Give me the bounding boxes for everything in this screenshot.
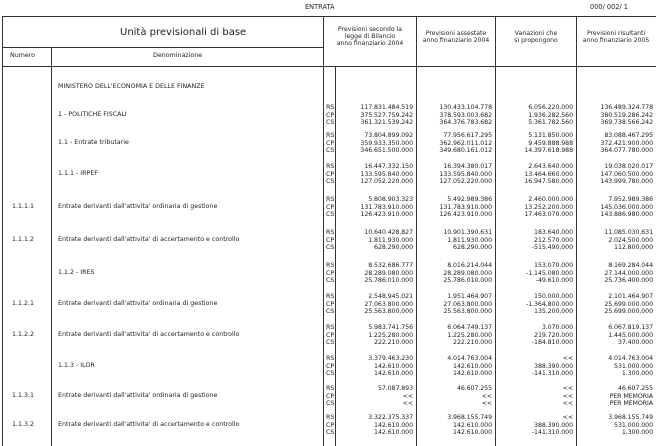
row-value-c1: 131.783.910.000	[360, 203, 413, 211]
row-code: CS	[326, 244, 335, 252]
row-value-c1: 2.548.945.021	[368, 293, 413, 300]
row-value-c1: <<	[402, 400, 413, 408]
row-value-c2: 3.968.155.749	[447, 414, 492, 421]
row-value-c3: <<	[562, 385, 573, 392]
row-code: CS	[326, 339, 335, 347]
row-value-c2: 142.610.000	[453, 370, 492, 378]
row-code: CP	[326, 236, 335, 244]
row-value-c4: 112.800.000	[614, 244, 653, 252]
row-value-c4: 37.400.000	[617, 339, 653, 347]
row-code: CS	[326, 178, 335, 186]
row-value-c1: 3.322.375.337	[368, 414, 413, 421]
row-value-c3: 388.390.000	[534, 421, 573, 429]
row-value-c4: 8.169.284.044	[608, 262, 653, 269]
row-value-c2: 222.210.000	[453, 339, 492, 347]
row-value-c2: 77.956.617.295	[443, 132, 492, 139]
row-value-c3: 150.000.000	[534, 293, 573, 300]
row-value-c1: 133.595.840.000	[360, 170, 413, 178]
row-denominazione: 1.1.2 - IRES	[58, 269, 95, 277]
row-value-c1: 375.527.759.242	[360, 111, 413, 119]
row-denominazione: Entrate derivanti dall'attivita' ordinaria di gestione	[58, 392, 218, 400]
row-value-c3: -141.310.000	[531, 370, 573, 378]
row-value-c2: 5.492.989.386	[447, 196, 492, 203]
row-code: CS	[326, 147, 335, 155]
row-value-c4: 531.000.000	[614, 421, 653, 429]
row-value-c1: <<	[402, 392, 413, 400]
row-value-c3: 9.459.888.988	[528, 139, 573, 147]
row-numero: 1.1.3.2	[12, 421, 35, 429]
row-denominazione: Entrate derivanti dall'attivita' di accertamento e controllo	[58, 421, 240, 429]
row-value-c1: 346.651.500.000	[360, 147, 413, 155]
row-value-c4: 1.445.000.000	[608, 331, 653, 339]
row-value-c4: 2.101.464.907	[608, 293, 653, 300]
row-value-c4: 3.968.155.749	[608, 414, 653, 421]
row-value-c4: 4.014.763.004	[608, 355, 653, 362]
row-value-c2: 46.607.255	[456, 385, 492, 392]
col1-divider	[416, 16, 417, 446]
row-value-c4: 364.077.780.000	[600, 147, 653, 155]
numero-column-divider	[51, 47, 52, 446]
row-numero: 1.1.2.1	[12, 300, 35, 308]
row-denominazione: 1.1.3 - ILOR	[58, 362, 95, 370]
col2-divider	[495, 16, 496, 446]
row-value-c2: 142.610.000	[453, 362, 492, 370]
row-value-c1: 222.210.000	[374, 339, 413, 347]
row-value-c3: 212.570.000	[534, 236, 573, 244]
row-value-c3: -1.145.080.000	[526, 269, 573, 277]
row-value-c4: 27.144.000.000	[604, 269, 653, 277]
row-value-c1: 628.290.000	[374, 244, 413, 252]
row-value-c2: <<	[481, 400, 492, 408]
row-value-c3: 6.056.220.000	[528, 104, 573, 111]
row-value-c3: 14.397.618.988	[524, 147, 573, 155]
row-value-c4: 147.060.500.000	[600, 170, 653, 178]
row-code: CP	[326, 362, 335, 370]
row-code: CS	[326, 370, 335, 378]
row-value-c1: 1.225.280.000	[368, 331, 413, 339]
row-numero: 1.1.2.2	[12, 331, 35, 339]
row-denominazione: 1 - POLITICHE FISCALI	[58, 111, 127, 119]
row-code: CS	[326, 211, 335, 219]
row-code: CP	[326, 392, 335, 400]
denominazione-column-divider	[323, 16, 324, 446]
row-value-c4: 83.088.467.295	[604, 132, 653, 139]
row-value-c2: 27.063.800.000	[443, 300, 492, 308]
row-value-c4: PER MEMORIA	[609, 400, 653, 408]
row-code: CP	[326, 269, 335, 277]
row-value-c2: 25.563.800.000	[443, 308, 492, 316]
row-value-c3: -184.810.000	[531, 339, 573, 347]
col2-header: Previsioni assestate anno finanziario 2004	[422, 30, 490, 45]
row-value-c4: 136.489.324.778	[600, 104, 653, 111]
row-value-c2: 4.014.763.004	[447, 355, 492, 362]
row-value-c3: 388.390.000	[534, 362, 573, 370]
row-value-c3: 1.936.282.560	[528, 111, 573, 119]
row-value-c2: 362.962.011.012	[439, 139, 492, 147]
row-value-c1: 28.289.080.000	[364, 269, 413, 277]
row-value-c3: <<	[562, 414, 573, 421]
row-code: CP	[326, 203, 335, 211]
row-code: CP	[326, 331, 335, 339]
row-value-c4: 143.999.780.000	[600, 178, 653, 186]
row-code: RS	[326, 385, 335, 392]
row-value-c1: 5.983.741.756	[368, 324, 413, 331]
row-value-c2: 10.901.390.631	[443, 229, 492, 236]
row-value-c1: 127.052.220.000	[360, 178, 413, 186]
row-value-c2: <<	[481, 392, 492, 400]
row-value-c1: 8.532.686.777	[368, 262, 413, 269]
row-numero: 1.1.3.1	[12, 392, 35, 400]
row-denominazione: 1.1.1 - IRPEF	[58, 170, 98, 178]
row-value-c1: 142.610.000	[374, 370, 413, 378]
row-denominazione: 1.1 - Entrate tributarie	[58, 139, 129, 147]
unita-header: Unità previsionali di base	[120, 27, 247, 38]
col3-divider	[576, 16, 577, 446]
row-value-c2: 142.610.000	[453, 429, 492, 437]
row-code: RS	[326, 132, 335, 139]
row-value-c4: 2.024.500.000	[608, 236, 653, 244]
row-code: CP	[326, 111, 335, 119]
row-value-c1: 27.063.800.000	[364, 300, 413, 308]
row-code: CP	[326, 139, 335, 147]
ministry-heading: MINISTERO DELL'ECONOMIA E DELLE FINANZE	[58, 83, 205, 90]
row-value-c4: 25.736.400.000	[604, 277, 653, 285]
row-value-c3: 13.252.200.000	[524, 203, 573, 211]
row-value-c2: 1.811.930.000	[447, 236, 492, 244]
row-value-c2: 131.783.910.000	[439, 203, 492, 211]
code-column-divider	[335, 66, 336, 446]
row-value-c2: 126.423.910.000	[439, 211, 492, 219]
row-value-c2: 628.290.000	[453, 244, 492, 252]
table-top-border	[2, 16, 656, 17]
row-code: CP	[326, 421, 335, 429]
row-value-c2: 130.433.104.778	[439, 104, 492, 111]
page-reference: 000/ 002/ 1	[590, 3, 629, 11]
row-value-c4: 369.738.566.242	[600, 119, 653, 127]
row-value-c4: 6.067.819.137	[608, 324, 653, 331]
row-value-c3: -515.490.000	[531, 244, 573, 252]
row-value-c2: 133.595.840.000	[439, 170, 492, 178]
row-value-c1: 359.933.350.000	[360, 139, 413, 147]
denominazione-header: Denominazione	[153, 52, 203, 59]
row-value-c1: 25.786.010.000	[364, 277, 413, 285]
row-value-c1: 126.423.910.000	[360, 211, 413, 219]
row-code: RS	[326, 229, 335, 236]
row-code: RS	[326, 414, 335, 421]
row-value-c1: 10.640.428.827	[364, 229, 413, 236]
row-code: CS	[326, 308, 335, 316]
row-value-c3: <<	[562, 400, 573, 408]
numero-header: Numero	[10, 52, 36, 59]
row-value-c3: 5.131.850.000	[528, 132, 573, 139]
row-code: CP	[326, 170, 335, 178]
row-code: CP	[326, 300, 335, 308]
row-value-c4: 7.952.989.386	[608, 196, 653, 203]
row-value-c3: 13.464.660.000	[524, 170, 573, 178]
row-value-c3: <<	[562, 392, 573, 400]
row-value-c3: 16.947.580.000	[524, 178, 573, 186]
row-value-c3: -49.610.000	[535, 277, 573, 285]
row-code: RS	[326, 355, 335, 362]
row-value-c4: 380.519.286.242	[600, 111, 653, 119]
row-value-c2: 16.394.380.017	[443, 163, 492, 170]
row-denominazione: Entrate derivanti dall'attivita' di accertamento e controllo	[58, 331, 240, 339]
row-value-c3: 17.463.070.000	[524, 211, 573, 219]
row-code: RS	[326, 262, 335, 269]
row-value-c3: 3.070.000	[541, 324, 573, 331]
row-value-c2: 25.786.010.000	[443, 277, 492, 285]
row-value-c4: PER MEMORIA	[609, 392, 653, 400]
row-denominazione: Entrate derivanti dall'attivita' di accertamento e controllo	[58, 236, 240, 244]
row-numero: 1.1.1.2	[12, 236, 35, 244]
row-value-c1: 117.831.484.519	[360, 104, 413, 111]
row-value-c1: 1.811.930.000	[368, 236, 413, 244]
row-code: RS	[326, 163, 335, 170]
row-value-c2: 6.064.749.137	[447, 324, 492, 331]
col1-header: Previsioni secondo la legge di Bilancio anno finanziario 2004	[336, 26, 404, 48]
row-value-c1: 57.087.893	[377, 385, 413, 392]
row-value-c2: 127.052.220.000	[439, 178, 492, 186]
row-value-c2: 8.016.214.044	[447, 262, 492, 269]
row-numero: 1.1.1.1	[12, 203, 35, 211]
row-denominazione: Entrate derivanti dall'attivita' ordinaria di gestione	[58, 203, 218, 211]
row-value-c2: 1.951.464.907	[447, 293, 492, 300]
row-value-c4: 25.699.000.000	[604, 308, 653, 316]
row-denominazione: Entrate derivanti dall'attivita' ordinaria di gestione	[58, 300, 218, 308]
row-value-c3: 135.200.000	[534, 308, 573, 316]
row-value-c4: 46.607.255	[617, 385, 653, 392]
row-value-c3: 153.070.000	[534, 262, 573, 269]
row-value-c1: 361.321.539.242	[360, 119, 413, 127]
row-value-c2: 28.289.080.000	[443, 269, 492, 277]
row-code: RS	[326, 196, 335, 203]
row-value-c4: 531.000.000	[614, 362, 653, 370]
row-value-c3: 219.720.000	[534, 331, 573, 339]
row-code: CS	[326, 400, 335, 408]
row-value-c1: 142.610.000	[374, 421, 413, 429]
row-value-c3: -1.364.800.000	[526, 300, 573, 308]
row-value-c3: 183.640.000	[534, 229, 573, 236]
row-value-c4: 372.421.900.000	[600, 139, 653, 147]
row-value-c4: 19.038.020.017	[604, 163, 653, 170]
row-value-c2: 378.593.003.682	[439, 111, 492, 119]
row-value-c4: 145.036.000.000	[600, 203, 653, 211]
row-value-c1: 142.610.000	[374, 429, 413, 437]
header-bottom-border	[2, 66, 656, 67]
col4-header: Previsioni risultanti anno finanziario 2005	[582, 30, 650, 45]
row-value-c3: <<	[562, 355, 573, 362]
page-title: ENTRATA	[305, 3, 335, 11]
row-code: CS	[326, 277, 335, 285]
row-value-c4: 1.300.000	[621, 370, 653, 378]
row-code: CS	[326, 429, 335, 437]
row-code: RS	[326, 104, 335, 111]
row-value-c2: 1.225.280.000	[447, 331, 492, 339]
row-value-c1: 16.447.332.150	[364, 163, 413, 170]
row-value-c1: 25.563.800.000	[364, 308, 413, 316]
row-value-c2: 349.680.161.012	[439, 147, 492, 155]
col3-header: Variazioni che si propongono	[514, 30, 558, 45]
row-value-c2: 142.610.000	[453, 421, 492, 429]
row-value-c2: 364.376.783.682	[439, 119, 492, 127]
row-value-c4: 143.886.980.000	[600, 211, 653, 219]
row-code: RS	[326, 324, 335, 331]
row-value-c4: 11.085.030.631	[604, 229, 653, 236]
row-value-c1: 73.804.899.092	[364, 132, 413, 139]
row-value-c3: 2.643.640.000	[528, 163, 573, 170]
row-value-c3: -141.310.000	[531, 429, 573, 437]
row-value-c3: 5.361.782.560	[528, 119, 573, 127]
row-value-c4: 25.699.000.000	[604, 300, 653, 308]
row-value-c3: 2.460.000.000	[528, 196, 573, 203]
row-value-c1: 142.610.000	[374, 362, 413, 370]
row-value-c4: 1.300.000	[621, 429, 653, 437]
row-code: RS	[326, 293, 335, 300]
table-left-border	[2, 16, 3, 446]
row-code: CS	[326, 119, 335, 127]
row-value-c1: 5.808.903.323	[368, 196, 413, 203]
row-value-c1: 3.379.463.230	[368, 355, 413, 362]
